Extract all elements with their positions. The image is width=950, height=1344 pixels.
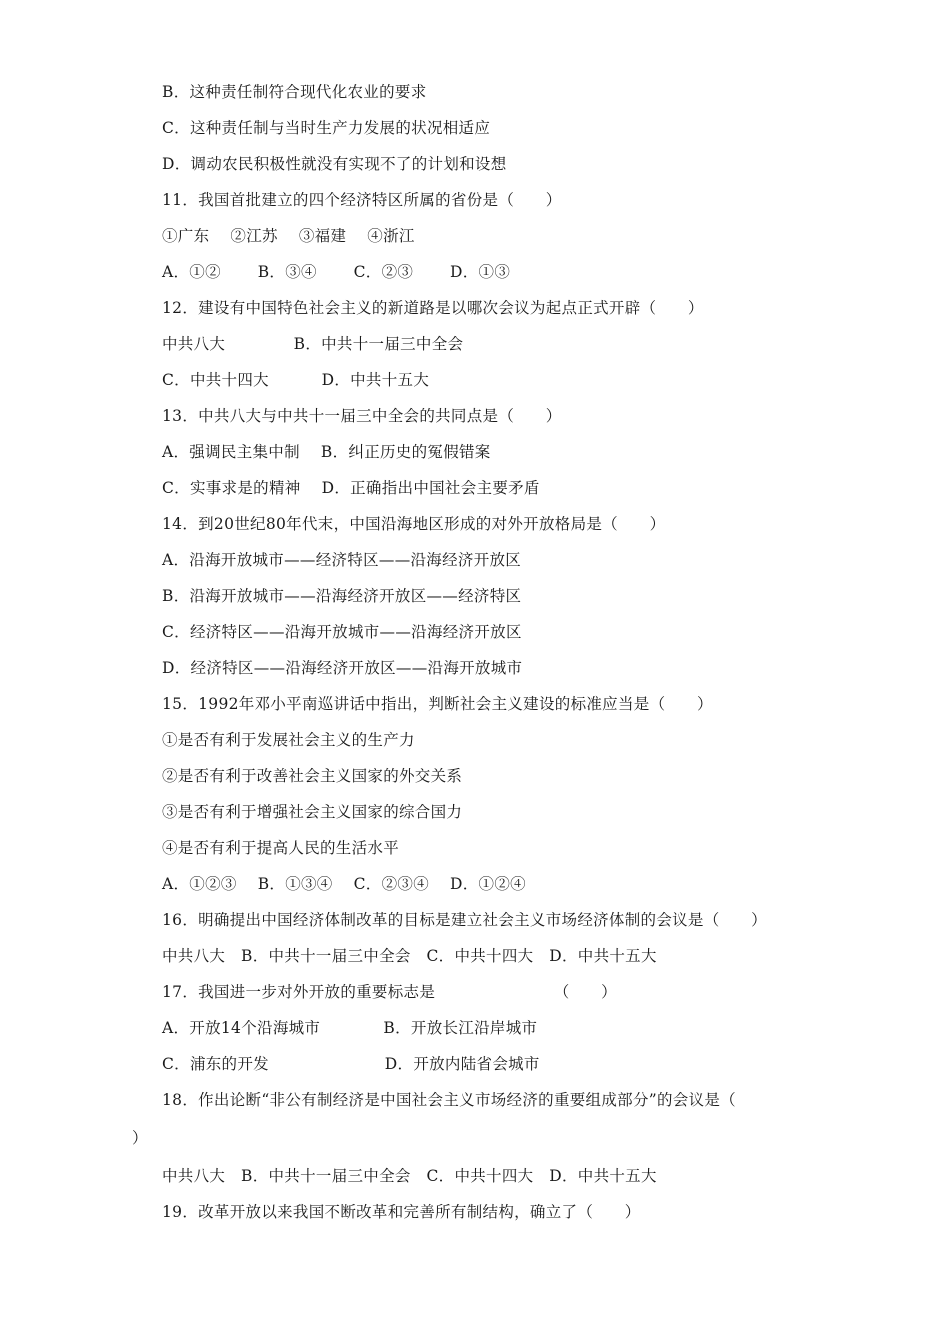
q14-option-d: D．经济特区——沿海经济开放区——沿海开放城市 (162, 659, 523, 677)
q15-item-1: ①是否有利于发展社会主义的生产力 (162, 731, 415, 749)
q11-items: ①广东 ②江苏 ③福建 ④浙江 (162, 227, 415, 245)
q17-stem: 17．我国进一步对外开放的重要标志是 （ ） (162, 983, 617, 1001)
q14-option-c: C．经济特区——沿海开放城市——沿海经济开放区 (162, 623, 522, 641)
q15-stem: 15．1992年邓小平南巡讲话中指出，判断社会主义建设的标准应当是（ ） (162, 695, 713, 713)
q10-option-d: D．调动农民积极性就没有实现不了的计划和设想 (162, 155, 507, 173)
q17-options-cd: C．浦东的开发 D．开放内陆省会城市 (162, 1055, 540, 1073)
q16-options: 中共八大 B．中共十一届三中全会 C．中共十四大 D．中共十五大 (162, 947, 657, 965)
q15-item-2: ②是否有利于改善社会主义国家的外交关系 (162, 767, 463, 785)
q13-stem: 13．中共八大与中共十一届三中全会的共同点是（ ） (162, 407, 562, 425)
q14-option-a: A．沿海开放城市——经济特区——沿海经济开放区 (162, 551, 522, 569)
q14-stem: 14．到20世纪80年代末，中国沿海地区形成的对外开放格局是（ ） (162, 515, 666, 533)
q10-option-b: B．这种责任制符合现代化农业的要求 (162, 83, 427, 101)
q15-item-4: ④是否有利于提高人民的生活水平 (162, 839, 400, 857)
q12-options-ab: 中共八大 B．中共十一届三中全会 (162, 335, 464, 353)
q16-stem: 16．明确提出中国经济体制改革的目标是建立社会主义市场经济体制的会议是（ ） (162, 911, 767, 929)
q18-stem: 18．作出论断“非公有制经济是中国社会主义市场经济的重要组成部分”的会议是（ (162, 1091, 736, 1109)
q17-options-ab: A．开放14个沿海城市 B．开放长江沿岸城市 (162, 1019, 538, 1037)
q18-stem-wrap: ） (132, 1129, 148, 1147)
q18-options: 中共八大 B．中共十一届三中全会 C．中共十四大 D．中共十五大 (162, 1167, 657, 1185)
q14-option-b: B．沿海开放城市——沿海经济开放区——经济特区 (162, 587, 522, 605)
q12-stem: 12．建设有中国特色社会主义的新道路是以哪次会议为起点正式开辟（ ） (162, 299, 704, 317)
q10-option-c: C．这种责任制与当时生产力发展的状况相适应 (162, 119, 491, 137)
q12-options-cd: C．中共十四大 D．中共十五大 (162, 371, 430, 389)
q15-item-3: ③是否有利于增强社会主义国家的综合国力 (162, 803, 463, 821)
q13-options-ab: A．强调民主集中制 B．纠正历史的冤假错案 (162, 443, 491, 461)
q11-options: A．①② B．③④ C．②③ D．①③ (162, 263, 511, 281)
q11-stem: 11．我国首批建立的四个经济特区所属的省份是（ ） (162, 191, 562, 209)
q13-options-cd: C．实事求是的精神 D．正确指出中国社会主要矛盾 (162, 479, 540, 497)
q15-options: A．①②③ B．①③④ C．②③④ D．①②④ (162, 875, 526, 893)
q19-stem: 19．改革开放以来我国不断改革和完善所有制结构，确立了（ ） (162, 1203, 641, 1221)
